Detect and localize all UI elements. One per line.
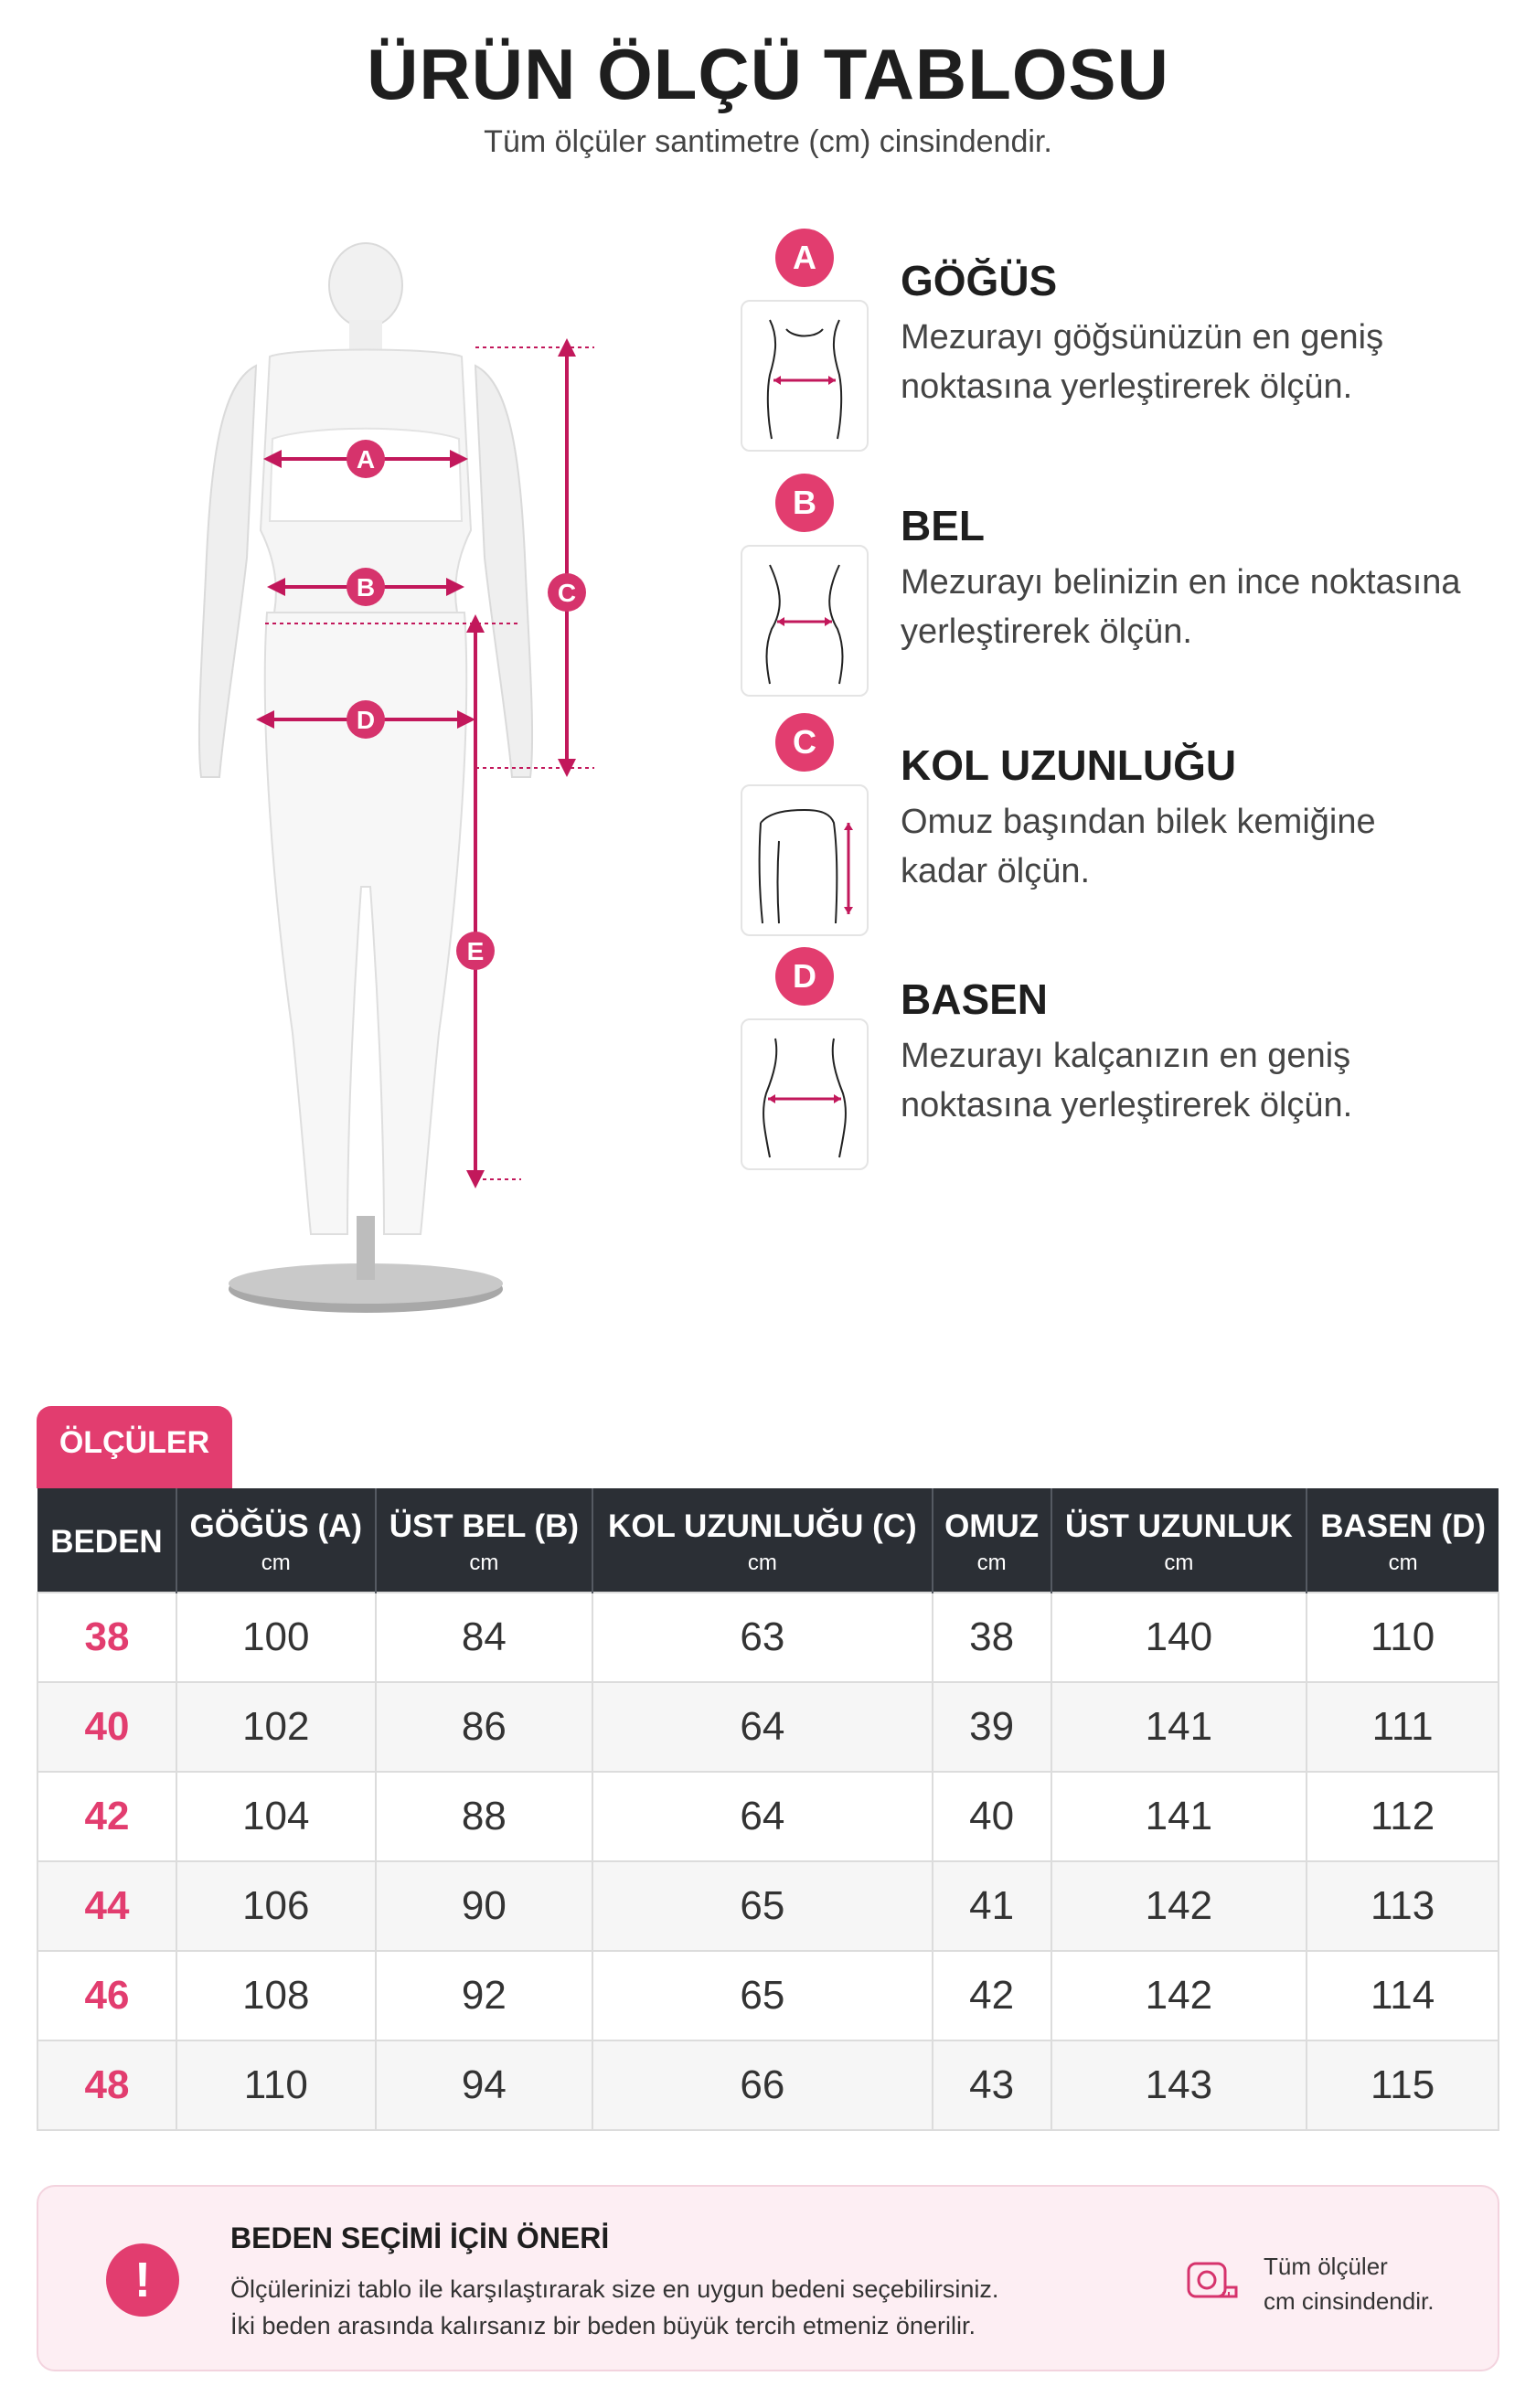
table-cell: 64 xyxy=(592,1682,932,1772)
size-cell: 38 xyxy=(37,1593,176,1682)
badge-d: D xyxy=(775,947,834,1006)
table-cell: 102 xyxy=(176,1682,376,1772)
table-row xyxy=(37,1951,1499,2040)
table-cell: 112 xyxy=(1307,1772,1499,1861)
measurement-item-basen xyxy=(741,947,1509,1157)
table-cell: 110 xyxy=(176,2040,376,2130)
hip-icon xyxy=(741,1018,869,1170)
table-cell: 86 xyxy=(376,1682,593,1772)
table-cell: 64 xyxy=(592,1772,932,1861)
table-cell: 114 xyxy=(1307,1951,1499,2040)
measurement-description: Mezurayı belinizin en ince noktasına yerleştirerek ölçün. xyxy=(901,563,1461,651)
table-cell: 41 xyxy=(933,1861,1051,1951)
table-cell: 111 xyxy=(1307,1682,1499,1772)
column-header-omuz: OMUZ cm xyxy=(933,1488,1051,1593)
size-table xyxy=(37,1488,1499,2131)
table-cell: 110 xyxy=(1307,1593,1499,1682)
table-row xyxy=(37,1861,1499,1951)
marker-b xyxy=(347,568,385,606)
measurement-item-kol xyxy=(741,713,1509,923)
table-cell: 42 xyxy=(933,1951,1051,2040)
column-header-ust-bel: ÜST BEL (B) cm xyxy=(376,1488,593,1593)
measurement-title: GÖĞÜS xyxy=(901,257,1058,304)
table-cell: 141 xyxy=(1051,1682,1307,1772)
table-cell: 115 xyxy=(1307,2040,1499,2130)
measuring-tape-icon xyxy=(1181,2251,1240,2309)
measurement-title: BEL xyxy=(901,502,985,549)
svg-text:C: C xyxy=(557,579,577,607)
badge-b: B xyxy=(775,474,834,532)
table-cell: 65 xyxy=(592,1951,932,2040)
measurement-item-bel xyxy=(741,474,1509,684)
table-row xyxy=(37,2040,1499,2130)
table-cell: 94 xyxy=(376,2040,593,2130)
table-cell: 63 xyxy=(592,1593,932,1682)
measurement-item-gogus xyxy=(741,229,1509,439)
table-cell: 65 xyxy=(592,1861,932,1951)
svg-text:A: A xyxy=(356,445,376,474)
arm-icon xyxy=(741,784,869,936)
table-row xyxy=(37,1682,1499,1772)
advice-box xyxy=(37,2185,1499,2371)
marker-d xyxy=(347,700,385,739)
table-cell: 84 xyxy=(376,1593,593,1682)
table-cell: 92 xyxy=(376,1951,593,2040)
table-cell: 88 xyxy=(376,1772,593,1861)
column-header-basen: BASEN (D) cm xyxy=(1307,1488,1499,1593)
table-tab-label: ÖLÇÜLER xyxy=(37,1406,232,1488)
badge-c: C xyxy=(775,713,834,772)
table-cell: 106 xyxy=(176,1861,376,1951)
table-cell: 100 xyxy=(176,1593,376,1682)
marker-e xyxy=(456,932,495,970)
table-header-row xyxy=(37,1488,1499,1593)
table-cell: 143 xyxy=(1051,2040,1307,2130)
svg-text:E: E xyxy=(466,937,485,965)
svg-text:D: D xyxy=(356,706,376,734)
exclamation-icon: ! xyxy=(106,2243,179,2317)
chest-icon xyxy=(741,300,869,452)
table-cell: 141 xyxy=(1051,1772,1307,1861)
table-cell: 140 xyxy=(1051,1593,1307,1682)
advice-text: Ölçülerinizi tablo ile karşılaştırarak size en uygun bedeni seçebilirsiniz. İki beden arasında kalırsanız bir beden büyük tercih etmeniz önerilir. xyxy=(230,2275,999,2339)
measurement-description: Mezurayı göğsünüzün en geniş noktasına yerleştirerek ölçün. xyxy=(901,318,1384,406)
table-cell: 142 xyxy=(1051,1861,1307,1951)
table-cell: 40 xyxy=(933,1772,1051,1861)
advice-title: BEDEN SEÇİMİ İÇİN ÖNERİ xyxy=(230,2222,610,2254)
badge-a: A xyxy=(775,229,834,287)
column-header-gogus: GÖĞÜS (A) cm xyxy=(176,1488,376,1593)
measurement-description: Mezurayı kalçanızın en geniş noktasına yerleştirerek ölçün. xyxy=(901,1037,1353,1124)
table-cell: 43 xyxy=(933,2040,1051,2130)
waist-icon xyxy=(741,545,869,697)
measurement-title: KOL UZUNLUĞU xyxy=(901,741,1237,789)
table-cell: 90 xyxy=(376,1861,593,1951)
column-header-kol-uzunlugu: KOL UZUNLUĞU (C) cm xyxy=(592,1488,932,1593)
size-cell: 42 xyxy=(37,1772,176,1861)
page-title: ÜRÜN ÖLÇÜ TABLOSU xyxy=(367,34,1169,114)
size-cell: 44 xyxy=(37,1861,176,1951)
measurement-description: Omuz başından bilek kemiğine kadar ölçün. xyxy=(901,803,1376,890)
table-cell: 108 xyxy=(176,1951,376,2040)
measurement-title: BASEN xyxy=(901,975,1049,1023)
size-cell: 40 xyxy=(37,1682,176,1772)
column-header-ust-uzunluk: ÜST UZUNLUK cm xyxy=(1051,1488,1307,1593)
size-cell: 46 xyxy=(37,1951,176,2040)
size-cell: 48 xyxy=(37,2040,176,2130)
column-header-beden: BEDEN xyxy=(37,1488,176,1593)
mannequin-figure xyxy=(110,229,622,1335)
units-note: Tüm ölçüler cm cinsindendir. xyxy=(1264,2253,1435,2315)
marker-c xyxy=(548,573,586,612)
svg-text:B: B xyxy=(356,573,376,602)
table-row xyxy=(37,1772,1499,1861)
table-cell: 39 xyxy=(933,1682,1051,1772)
table-cell: 142 xyxy=(1051,1951,1307,2040)
table-row xyxy=(37,1593,1499,1682)
page-subtitle: Tüm ölçüler santimetre (cm) cinsindendir. xyxy=(484,124,1052,159)
table-cell: 104 xyxy=(176,1772,376,1861)
marker-a xyxy=(347,440,385,478)
table-cell: 66 xyxy=(592,2040,932,2130)
table-cell: 38 xyxy=(933,1593,1051,1682)
table-cell: 113 xyxy=(1307,1861,1499,1951)
mannequin-illustration xyxy=(110,229,622,1335)
